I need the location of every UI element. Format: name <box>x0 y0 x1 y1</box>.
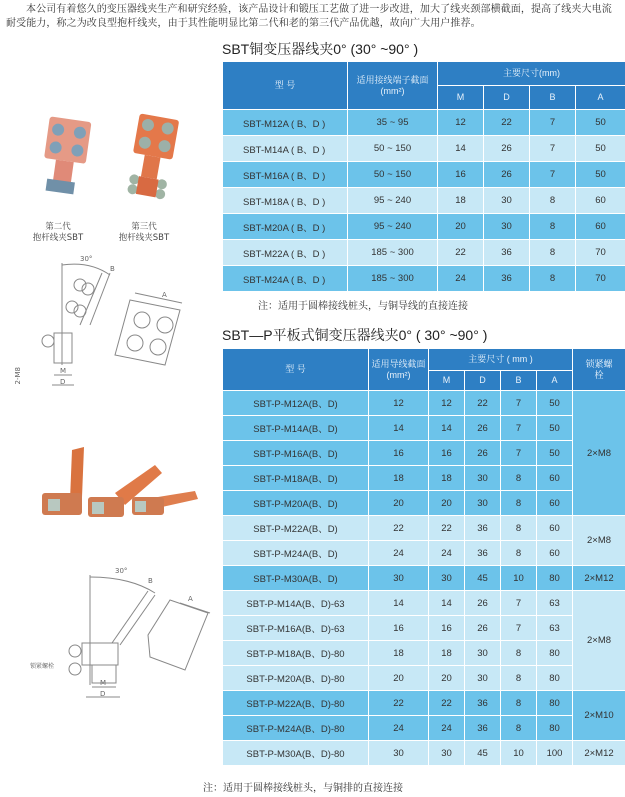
photo-caption-gen3: 第三代 抱杆线夹SBT <box>118 222 170 243</box>
photo-caption-gen2: 第二代 抱杆线夹SBT <box>32 222 84 243</box>
header-model: 型 号 <box>223 349 369 391</box>
flat-clamp-photo-icon <box>30 445 205 530</box>
header-d: D <box>484 86 530 110</box>
dim-bolt-label: 锁紧螺栓 <box>30 663 55 670</box>
product-photo-sbt-generations <box>20 110 210 235</box>
header-dims: 主要尺寸 ( mm ) <box>429 349 573 371</box>
technical-drawing-sbt-p <box>20 565 215 705</box>
lock-bolt-cell: 2×M8 <box>573 591 625 691</box>
table-row: SBT-M14A ( B、D ) 50 ~ 150 14 26 7 50 <box>223 136 625 162</box>
table-row: SBT-P-M14A(B、D) 14 14 26 7 50 <box>223 416 625 441</box>
intro-paragraph: 本公司有着悠久的变压器线夹生产和研究经验，该产品设计和锻压工艺做了进一步改进，加大了线夹颈部横截面，提高了线夹大电流耐受能力，称之为改良型抱杆线夹，由于其性能明显比第二代和老的第三代产品优越，故向广大用户推荐。 <box>6 4 612 29</box>
table-row: SBT-P-M16A(B、D) 16 16 26 7 50 <box>223 441 625 466</box>
dim-a-label: A <box>162 291 167 299</box>
header-b: B <box>530 86 576 110</box>
table-row: SBT-M24A ( B、D ) 185 ~ 300 24 36 8 70 <box>223 266 625 292</box>
dim-angle-label: 30° <box>80 255 93 263</box>
table-row: SBT-P-M12A(B、D) 12 12 22 7 50 2×M8 <box>223 391 625 416</box>
table-row: SBT-M16A ( B、D ) 50 ~ 150 16 26 7 50 <box>223 162 625 188</box>
product-photo-sbt-p <box>30 445 205 530</box>
lock-bolt-cell: 2×M8 <box>573 391 625 516</box>
table-row: SBT-M18A ( B、D ) 95 ~ 240 18 30 8 60 <box>223 188 625 214</box>
table-row: SBT-P-M18A(B、D) 18 18 30 8 60 <box>223 466 625 491</box>
header-d: D <box>465 371 501 391</box>
lock-bolt-cell: 2×M8 <box>573 516 625 566</box>
lock-bolt-cell: 2×M12 <box>573 741 625 766</box>
table-row: SBT-P-M30A(B、D)-80 30 30 45 10 100 2×M12 <box>223 741 625 766</box>
header-model: 型 号 <box>223 62 348 110</box>
table-row: SBT-P-M22A(B、D)-80 22 22 36 8 80 2×M10 <box>223 691 625 716</box>
dim-bolt-label: 2-M8 <box>14 367 22 385</box>
header-dims: 主要尺寸(mm) <box>438 62 625 86</box>
header-section: 适用接线端子截面(mm²) <box>348 62 438 110</box>
table-row: SBT-M12A ( B、D ) 35 ~ 95 12 22 7 50 <box>223 110 625 136</box>
header-a: A <box>576 86 625 110</box>
dim-d-label: D <box>100 690 106 698</box>
lock-bolt-cell: 2×M12 <box>573 566 625 591</box>
table-row: SBT-M20A ( B、D ) 95 ~ 240 20 30 8 60 <box>223 214 625 240</box>
table-row: SBT-P-M24A(B、D) 24 24 36 8 60 <box>223 541 625 566</box>
table1-note: 注：适用于圆棒接线桩头，与铜导线的直接连接 <box>258 301 468 312</box>
table2-title: SBT—P平板式铜变压器线夹0° ( 30° ~90° ) <box>222 327 488 343</box>
dim-d-label: D <box>60 378 66 386</box>
header-lock: 锁紧螺栓 <box>573 349 625 391</box>
header-m: M <box>438 86 484 110</box>
header-b: B <box>501 371 537 391</box>
dim-m-label: M <box>60 367 67 375</box>
table1-specs <box>222 61 625 292</box>
table-row: SBT-M22A ( B、D ) 185 ~ 300 22 36 8 70 <box>223 240 625 266</box>
dim-b-label: B <box>110 265 115 273</box>
dim-a-label: A <box>188 595 193 603</box>
header-m: M <box>429 371 465 391</box>
table-row: SBT-P-M14A(B、D)-63 14 14 26 7 63 2×M8 <box>223 591 625 616</box>
dim-b-label: B <box>148 577 153 585</box>
table-row: SBT-P-M20A(B、D) 20 20 30 8 60 <box>223 491 625 516</box>
lock-bolt-cell: 2×M10 <box>573 691 625 741</box>
dim-m-label: M <box>100 679 107 687</box>
table-row: SBT-P-M30A(B、D) 30 30 45 10 80 2×M12 <box>223 566 625 591</box>
table-row: SBT-P-M22A(B、D) 22 22 36 8 60 2×M8 <box>223 516 625 541</box>
flat-clamp-drawing-icon <box>20 565 215 705</box>
table-row: SBT-P-M16A(B、D)-63 16 16 26 7 63 <box>223 616 625 641</box>
table-row: SBT-P-M20A(B、D)-80 20 20 30 8 80 <box>223 666 625 691</box>
clamp-drawing-icon <box>10 255 210 395</box>
table2-specs <box>222 348 625 766</box>
table-row: SBT-P-M18A(B、D)-80 18 18 30 8 80 <box>223 641 625 666</box>
clamp-photo-icon <box>20 110 210 210</box>
technical-drawing-sbt <box>10 255 210 395</box>
header-section: 适用导线截面(mm²) <box>369 349 429 391</box>
table1-title: SBT铜变压器线夹0° (30° ~90° ) <box>222 41 419 57</box>
table-row: SBT-P-M24A(B、D)-80 24 24 36 8 80 <box>223 716 625 741</box>
header-a: A <box>537 371 573 391</box>
dim-angle-label: 30° <box>115 567 128 575</box>
table2-note: 注：适用于圆棒接线桩头，与铜排的直接连接 <box>203 783 403 794</box>
